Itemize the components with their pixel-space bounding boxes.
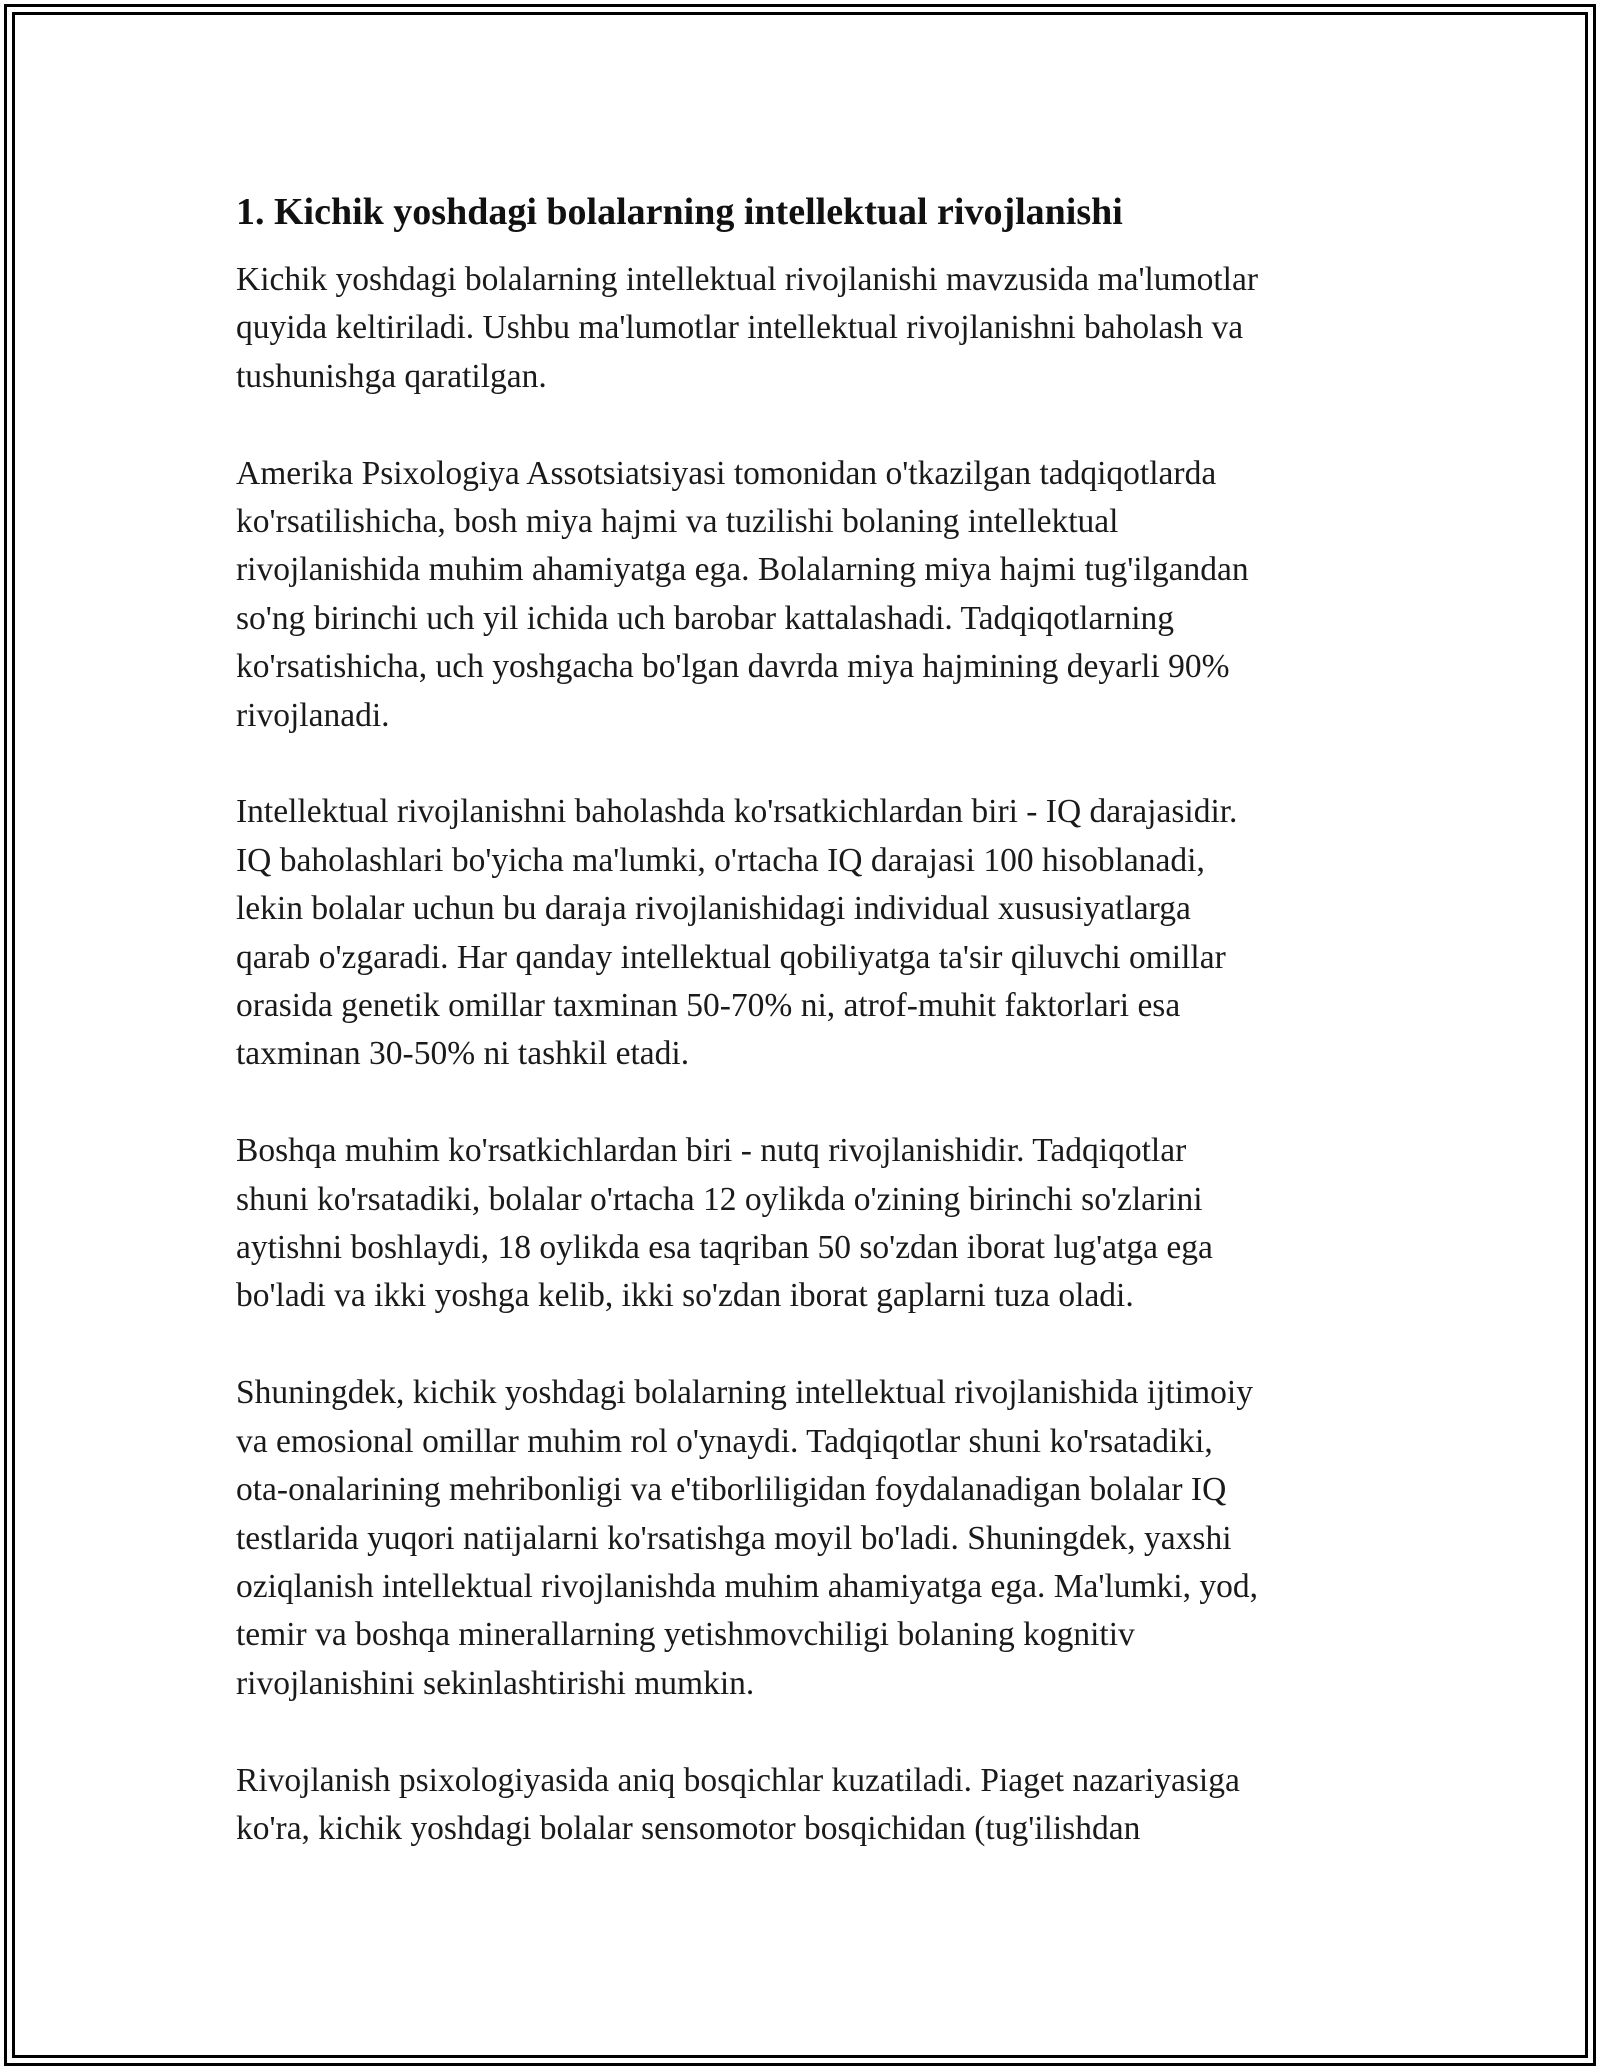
section-heading: 1. Kichik yoshdagi bolalarning intellektual rivojlanishi: [236, 191, 1123, 233]
paragraph-line: ko'rsatishicha, uch yoshgacha bo'lgan davrda miya hajmining deyarli 90%: [236, 648, 1230, 686]
paragraph-line: taxminan 30-50% ni tashkil etadi.: [236, 1035, 690, 1073]
paragraph: [236, 450, 1366, 740]
paragraph-line: bo'ladi va ikki yoshga kelib, ikki so'zdan iborat gaplarni tuza oladi.: [236, 1277, 1134, 1315]
paragraph-line: ota-onalarining mehribonligi va e'tiborliligidan foydalanadigan bolalar IQ: [236, 1471, 1227, 1509]
paragraph-line: temir va boshqa minerallarning yetishmovchiligi bolaning kognitiv: [236, 1616, 1135, 1654]
paragraph-line: Amerika Psixologiya Assotsiatsiyasi tomonidan o'tkazilgan tadqiqotlarda: [236, 454, 1217, 492]
paragraph-line: IQ baholashlari bo'yicha ma'lumki, o'rtacha IQ darajasi 100 hisoblanadi,: [236, 841, 1205, 879]
paragraph-line: Shuningdek, kichik yoshdagi bolalarning intellektual rivojlanishida ijtimoiy: [236, 1374, 1253, 1412]
paragraph-line: tushunishga qaratilgan.: [236, 357, 547, 395]
paragraph-line: lekin bolalar uchun bu daraja rivojlanishidagi individual xususiyatlarga: [236, 890, 1191, 928]
paragraph-line: Boshqa muhim ko'rsatkichlardan biri - nutq rivojlanishidir. Tadqiqotlar: [236, 1132, 1187, 1170]
paragraph-line: quyida keltiriladi. Ushbu ma'lumotlar intellektual rivojlanishni baholash va: [236, 309, 1244, 347]
document-body: [236, 188, 1366, 1902]
paragraph-line: rivojlanishini sekinlashtirishi mumkin.: [236, 1664, 755, 1702]
paragraph: [236, 1127, 1366, 1321]
paragraph-list: [236, 256, 1366, 1853]
paragraph-line: qarab o'zgaradi. Har qanday intellektual qobiliyatga ta'sir qiluvchi omillar: [236, 938, 1226, 976]
paragraph-line: testlarida yuqori natijalarni ko'rsatishga moyil bo'ladi. Shuningdek, yaxshi: [236, 1519, 1232, 1557]
paragraph-line: orasida genetik omillar taxminan 50-70% ni, atrof-muhit faktorlari esa: [236, 987, 1181, 1025]
paragraph-line: rivojlanishida muhim ahamiyatga ega. Bolalarning miya hajmi tug'ilgandan: [236, 551, 1249, 589]
paragraph: [236, 256, 1366, 401]
paragraph: [236, 788, 1366, 1078]
paragraph-line: Rivojlanish psixologiyasida aniq bosqichlar kuzatiladi. Piaget nazariyasiga: [236, 1761, 1240, 1799]
paragraph-line: ko'ra, kichik yoshdagi bolalar sensomotor bosqichidan (tug'ilishdan: [236, 1809, 1141, 1847]
paragraph-line: rivojlanadi.: [236, 696, 390, 734]
paragraph: [236, 1757, 1366, 1854]
paragraph-line: ko'rsatilishicha, bosh miya hajmi va tuzilishi bolaning intellektual: [236, 503, 1119, 541]
paragraph-line: aytishni boshlaydi, 18 oylikda esa taqriban 50 so'zdan iborat lug'atga ega: [236, 1229, 1213, 1267]
paragraph-line: Kichik yoshdagi bolalarning intellektual rivojlanishi mavzusida ma'lumotlar: [236, 261, 1258, 298]
paragraph: [236, 1369, 1366, 1708]
paragraph-line: shuni ko'rsatadiki, bolalar o'rtacha 12 oylikda o'zining birinchi so'zlarini: [236, 1180, 1203, 1218]
paragraph-line: Intellektual rivojlanishni baholashda ko'rsatkichlardan biri - IQ darajasidir.: [236, 793, 1238, 831]
paragraph-line: oziqlanish intellektual rivojlanishda muhim ahamiyatga ega. Ma'lumki, yod,: [236, 1567, 1258, 1605]
paragraph-line: va emosional omillar muhim rol o'ynaydi. Tadqiqotlar shuni ko'rsatadiki,: [236, 1422, 1213, 1460]
paragraph-line: so'ng birinchi uch yil ichida uch barobar kattalashadi. Tadqiqotlarning: [236, 599, 1175, 637]
